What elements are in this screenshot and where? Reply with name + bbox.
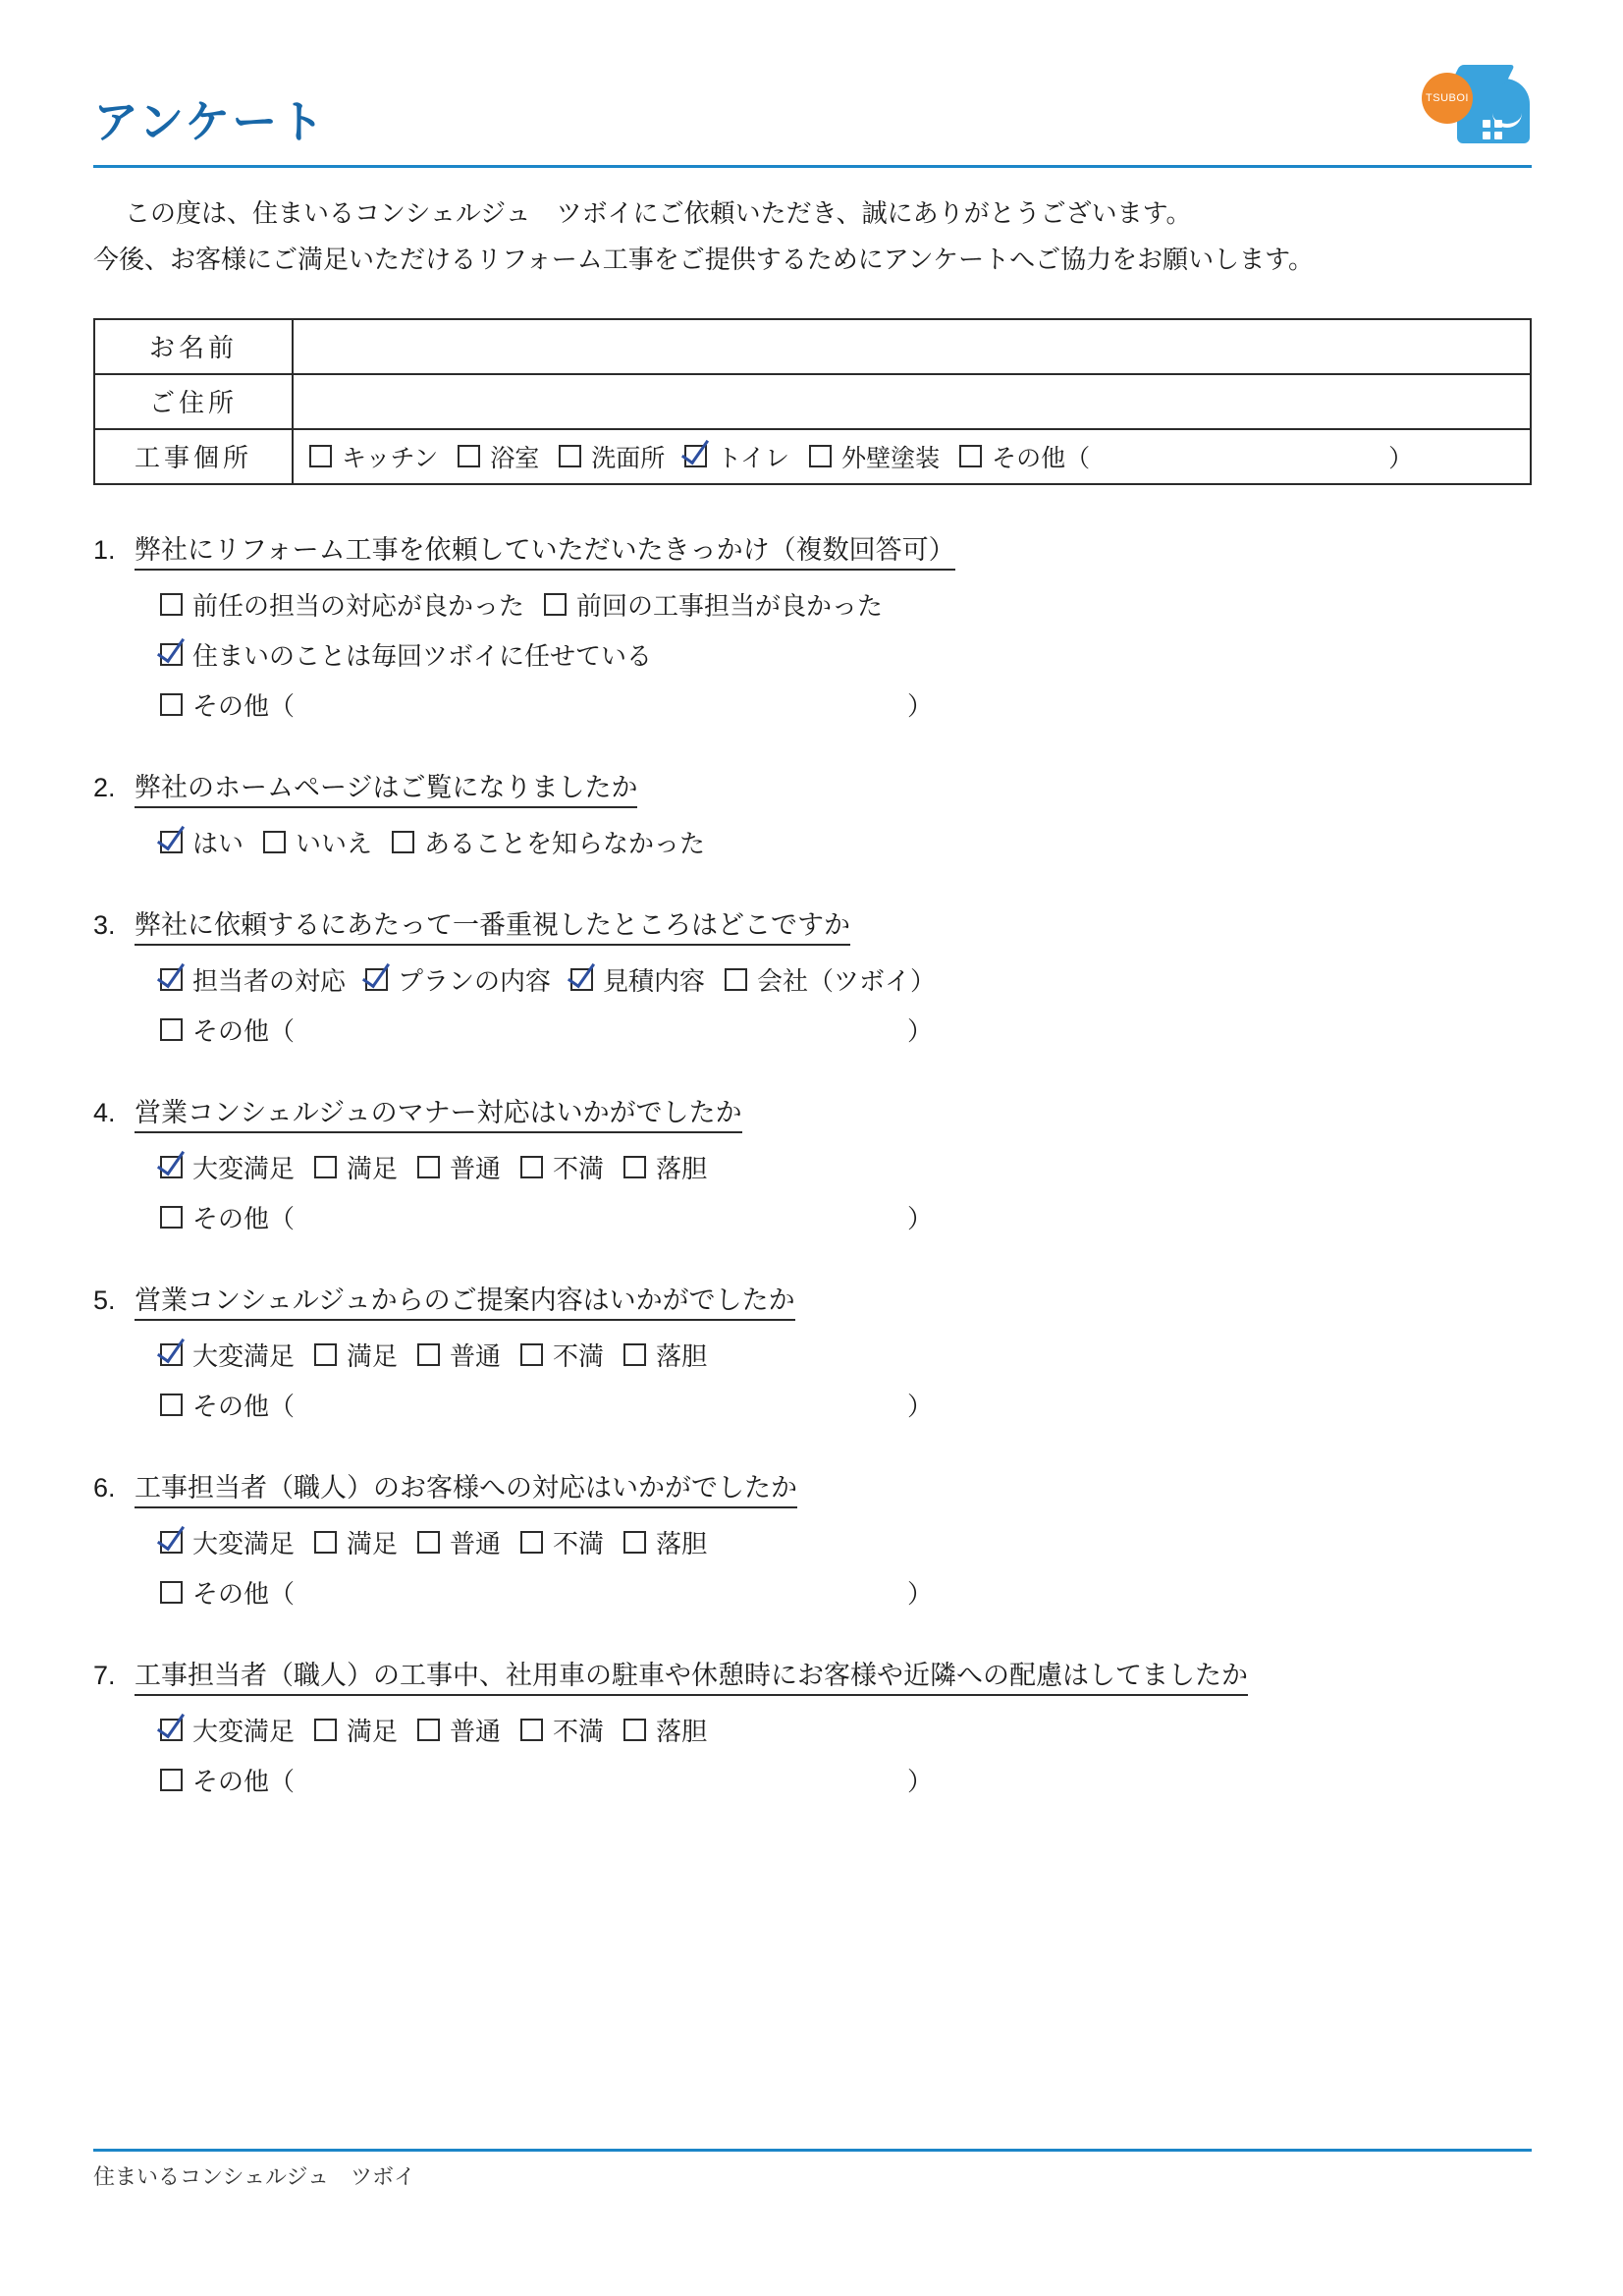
option-label-q3-estimate: 見積内容 [603, 965, 706, 996]
option-label-q7-disappointed: 落胆 [656, 1716, 708, 1746]
question-1-number: 1. [93, 534, 116, 565]
question-4-head [93, 1091, 1530, 1133]
checkbox-q4-very-satisfied[interactable] [160, 1156, 183, 1178]
question-6-head [93, 1466, 1530, 1508]
option-label-q5-neutral: 普通 [450, 1340, 502, 1371]
checkbox-q7-very-satisfied[interactable] [160, 1719, 183, 1741]
other-close-paren: ） [1388, 444, 1414, 472]
question-7-number: 7. [93, 1660, 116, 1690]
question-7 [93, 1654, 1530, 1798]
question-3-text: 弊社に依頼するにあたって一番重視したところはどこですか [135, 903, 850, 946]
question-3-row-1 [154, 961, 1530, 998]
checkbox-q3-other[interactable] [160, 1018, 183, 1041]
option-label-q1-always-trust: 住まいのことは毎回ツボイに任せている [192, 640, 653, 671]
option-label-q4-satisfied: 満足 [347, 1153, 399, 1183]
question-1-row-3 [154, 686, 1530, 723]
checkbox-q6-disappointed[interactable] [623, 1531, 646, 1554]
question-1 [93, 528, 1530, 723]
checkbox-kitchen[interactable] [309, 445, 332, 467]
option-label-q5-satisfied: 満足 [347, 1340, 399, 1371]
checkbox-q4-dissatisfied[interactable] [520, 1156, 543, 1178]
question-4-row-1 [154, 1149, 1530, 1185]
option-label-q4-neutral: 普通 [450, 1153, 502, 1183]
checkbox-other[interactable] [959, 445, 982, 467]
option-label-q7-satisfied: 満足 [347, 1716, 399, 1746]
option-label-q6-disappointed: 落胆 [656, 1528, 708, 1558]
table-row-worksite [94, 429, 1531, 484]
table-row-name [94, 319, 1531, 374]
checkbox-q2-no[interactable] [263, 831, 286, 853]
question-2-number: 2. [93, 772, 116, 802]
question-3-row-2 [154, 1011, 1530, 1048]
option-label-q7-other: その他（ [192, 1766, 296, 1796]
q7-other-close-paren: ） [907, 1766, 934, 1796]
option-label-q3-plan-content: プランの内容 [398, 965, 552, 996]
checkbox-q4-other[interactable] [160, 1206, 183, 1229]
checkbox-q7-dissatisfied[interactable] [520, 1719, 543, 1741]
checkbox-q6-other[interactable] [160, 1581, 183, 1604]
row-label-address: ご住所 [94, 374, 293, 429]
question-6-text: 工事担当者（職人）のお客様への対応はいかがでしたか [135, 1466, 797, 1508]
intro-text [93, 192, 1530, 281]
company-logo [1422, 69, 1530, 155]
option-label-other: その他（ [992, 444, 1091, 472]
option-label-q3-other: その他（ [192, 1015, 296, 1046]
question-3-head [93, 903, 1530, 946]
checkbox-q6-satisfied[interactable] [314, 1531, 337, 1554]
option-label-q3-staff-response: 担当者の対応 [192, 965, 347, 996]
question-7-row-2 [154, 1762, 1530, 1798]
option-label-q4-very-satisfied: 大変満足 [192, 1153, 296, 1183]
q4-other-close-paren: ） [907, 1203, 934, 1233]
name-field[interactable] [293, 319, 1531, 374]
checkbox-q6-dissatisfied[interactable] [520, 1531, 543, 1554]
checkbox-q7-neutral[interactable] [417, 1719, 440, 1741]
option-label-q6-very-satisfied: 大変満足 [192, 1528, 296, 1558]
q5-other-close-paren: ） [907, 1391, 934, 1421]
checkbox-q5-dissatisfied[interactable] [520, 1343, 543, 1366]
checkbox-q1-prev-work[interactable] [544, 593, 567, 616]
option-label-q4-other: その他（ [192, 1203, 296, 1233]
question-5 [93, 1279, 1530, 1423]
option-label-toilet: トイレ [717, 444, 790, 472]
checkbox-toilet[interactable] [684, 445, 707, 467]
checkbox-q4-satisfied[interactable] [314, 1156, 337, 1178]
question-2-head [93, 766, 1530, 808]
question-4-row-2 [154, 1199, 1530, 1235]
checkbox-q7-disappointed[interactable] [623, 1719, 646, 1741]
checkbox-exterior-paint[interactable] [809, 445, 832, 467]
checkbox-q5-neutral[interactable] [417, 1343, 440, 1366]
option-label-q7-neutral: 普通 [450, 1716, 502, 1746]
checkbox-q6-very-satisfied[interactable] [160, 1531, 183, 1554]
checkbox-q1-always-trust[interactable] [160, 643, 183, 666]
option-label-q4-dissatisfied: 不満 [553, 1153, 605, 1183]
checkbox-washroom[interactable] [559, 445, 581, 467]
question-2-row-1 [154, 824, 1530, 860]
checkbox-q3-plan-content[interactable] [365, 968, 388, 991]
question-7-text: 工事担当者（職人）の工事中、社用車の駐車や休憩時にお客様や近隣への配慮はしてましたか [135, 1654, 1248, 1696]
q1-other-close-paren: ） [907, 690, 934, 721]
question-6-row-2 [154, 1574, 1530, 1611]
question-3-number: 3. [93, 909, 116, 940]
question-5-row-1 [154, 1337, 1530, 1373]
checkbox-q3-company[interactable] [725, 968, 747, 991]
option-label-q1-prev-work: 前回の工事担当が良かった [576, 590, 884, 621]
checkbox-q3-estimate[interactable] [570, 968, 593, 991]
logo-badge: TSUBOI [1422, 73, 1473, 124]
question-5-text: 営業コンシェルジュからのご提案内容はいかがでしたか [135, 1279, 795, 1321]
checkbox-q2-yes[interactable] [160, 831, 183, 853]
question-6-number: 6. [93, 1472, 116, 1503]
title-divider [93, 165, 1532, 168]
question-4-text: 営業コンシェルジュのマナー対応はいかがでしたか [135, 1091, 742, 1133]
checkbox-q1-other[interactable] [160, 693, 183, 716]
checkbox-q4-neutral[interactable] [417, 1156, 440, 1178]
customer-info-table [93, 318, 1532, 485]
option-label-q1-other: その他（ [192, 690, 296, 721]
question-5-row-2 [154, 1387, 1530, 1423]
question-4-number: 4. [93, 1097, 116, 1127]
row-label-name: お名前 [94, 319, 293, 374]
footer-divider [93, 2149, 1532, 2152]
page-title: アンケート [93, 96, 327, 147]
option-label-q5-dissatisfied: 不満 [553, 1340, 605, 1371]
checkbox-q3-staff-response[interactable] [160, 968, 183, 991]
checkbox-q7-other[interactable] [160, 1769, 183, 1791]
question-1-row-1 [154, 586, 1530, 623]
option-label-q5-disappointed: 落胆 [656, 1340, 708, 1371]
option-label-q6-other: その他（ [192, 1578, 296, 1609]
intro-line-1: この度は、住まいるコンシェルジュ ツボイにご依頼いただき、誠にありがとうございます。 [125, 198, 1192, 228]
option-label-q7-very-satisfied: 大変満足 [192, 1716, 296, 1746]
document-header [93, 69, 1530, 187]
option-label-q2-yes: はい [192, 828, 244, 858]
question-6-row-1 [154, 1524, 1530, 1560]
worksite-options [293, 429, 1531, 484]
checkbox-q5-other[interactable] [160, 1394, 183, 1416]
checkbox-q5-satisfied[interactable] [314, 1343, 337, 1366]
option-label-q7-dissatisfied: 不満 [553, 1716, 605, 1746]
option-label-q1-prev-staff: 前任の担当の対応が良かった [192, 590, 525, 621]
row-label-worksite: 工事個所 [94, 429, 293, 484]
question-2-text: 弊社のホームページはご覧になりましたか [135, 766, 637, 808]
worksite-checkbox-row [303, 439, 1520, 474]
question-7-row-1 [154, 1712, 1530, 1748]
question-6 [93, 1466, 1530, 1611]
address-field[interactable] [293, 374, 1531, 429]
option-label-q4-disappointed: 落胆 [656, 1153, 708, 1183]
option-label-kitchen: キッチン [342, 444, 439, 472]
question-5-number: 5. [93, 1285, 116, 1315]
option-label-q6-neutral: 普通 [450, 1528, 502, 1558]
checkbox-q1-prev-staff[interactable] [160, 593, 183, 616]
option-label-bath: 浴室 [490, 444, 540, 472]
table-row-address [94, 374, 1531, 429]
question-5-head [93, 1279, 1530, 1321]
footer-company-name: 住まいるコンシェルジュ ツボイ [93, 2164, 416, 2189]
checkbox-q6-neutral[interactable] [417, 1531, 440, 1554]
checkbox-q5-disappointed[interactable] [623, 1343, 646, 1366]
option-label-exterior-paint: 外壁塗装 [841, 444, 941, 472]
question-1-text: 弊社にリフォーム工事を依頼していただいたきっかけ（複数回答可） [135, 528, 955, 571]
question-4 [93, 1091, 1530, 1235]
checkbox-q5-very-satisfied[interactable] [160, 1343, 183, 1366]
intro-line-2: 今後、お客様にご満足いただけるリフォーム工事をご提供するためにアンケートへご協力をお願いします。 [93, 244, 1315, 274]
question-1-row-2 [154, 636, 1530, 673]
option-label-q5-other: その他（ [192, 1391, 296, 1421]
option-label-washroom: 洗面所 [591, 444, 666, 472]
window-icon [1483, 120, 1504, 141]
option-label-q2-no: いいえ [296, 828, 373, 858]
option-label-q5-very-satisfied: 大変満足 [192, 1340, 296, 1371]
q3-other-close-paren: ） [907, 1015, 934, 1046]
question-3 [93, 903, 1530, 1048]
question-7-head [93, 1654, 1530, 1696]
checkbox-bath[interactable] [458, 445, 480, 467]
checkbox-q2-unaware[interactable] [392, 831, 414, 853]
checkbox-q7-satisfied[interactable] [314, 1719, 337, 1741]
option-label-q2-unaware: あることを知らなかった [424, 828, 706, 858]
option-label-q3-company: 会社（ツボイ） [757, 965, 937, 996]
question-1-head [93, 528, 1530, 571]
q6-other-close-paren: ） [907, 1578, 934, 1609]
question-2 [93, 766, 1530, 860]
checkbox-q4-disappointed[interactable] [623, 1156, 646, 1178]
option-label-q6-satisfied: 満足 [347, 1528, 399, 1558]
option-label-q6-dissatisfied: 不満 [553, 1528, 605, 1558]
